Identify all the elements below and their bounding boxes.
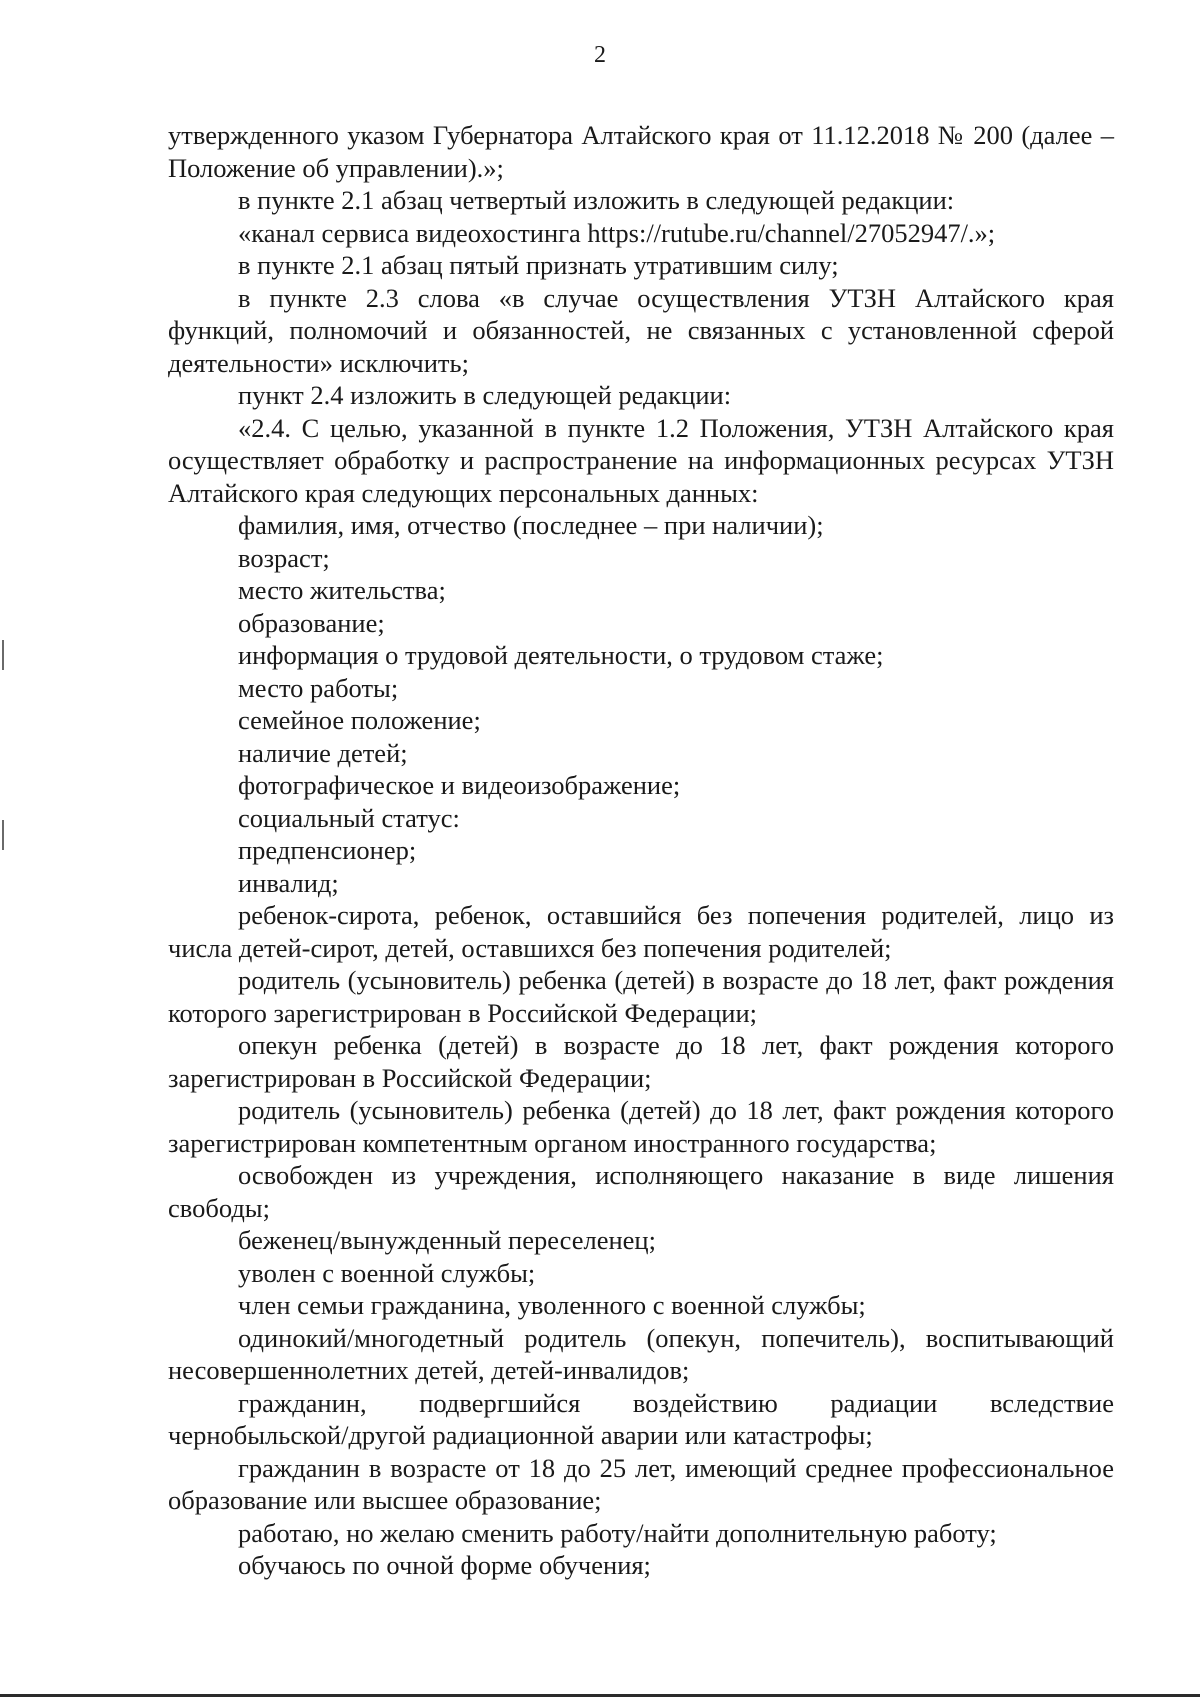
document-body — [168, 119, 1114, 1582]
paragraph: предпенсионер; — [238, 835, 417, 865]
paragraph: родитель (усыновитель) ребенка (детей) до 18 лет, факт рождения которого зарегистрирован компетентным органом иностранного государства; — [168, 1095, 1114, 1158]
paragraph: возраст; — [238, 542, 330, 573]
paragraph: наличие детей; — [238, 737, 408, 768]
paragraph: обучаюсь по очной форме обучения; — [238, 1550, 651, 1580]
paragraph: освобожден из учреждения, исполняющего наказание в виде лишения свободы; — [168, 1160, 1114, 1223]
paragraph: семейное положение; — [238, 705, 481, 735]
paragraph: образование; — [238, 607, 385, 638]
paragraph: ребенок-сирота, ребенок, оставшийся без попечения родителей, лицо из числа детей-сирот, детей, оставшихся без попечения родителей; — [168, 900, 1114, 963]
paragraph: одинокий/многодетный родитель (опекун, попечитель), воспитывающий несовершеннолетних детей, детей-инвалидов; — [168, 1322, 1114, 1385]
paragraph: пункт 2.4 изложить в следующей редакции: — [238, 380, 732, 410]
scan-edge-mark — [2, 640, 4, 670]
paragraph: инвалид; — [238, 867, 339, 898]
scan-bottom-edge — [0, 1694, 1200, 1697]
paragraph: в пункте 2.3 слова «в случае осуществления УТЗН Алтайского края функций, полномочий и обязанностей, не связанных с установленной сферой деятельности» исключить; — [168, 282, 1114, 378]
paragraph: место жительства; — [238, 575, 446, 605]
paragraph: родитель (усыновитель) ребенка (детей) в возрасте до 18 лет, факт рождения которого зарегистрирован в Российской Федерации; — [168, 965, 1114, 1028]
paragraph: член семьи гражданина, уволенного с военной службы; — [238, 1290, 866, 1320]
page-number: 2 — [594, 42, 606, 68]
paragraph: «2.4. С целью, указанной в пункте 1.2 Положения, УТЗН Алтайского края осуществляет обработку и распространение на информационных ресурсах УТЗН Алтайского края следующих персональных данных: — [168, 412, 1114, 508]
paragraph: «канал сервиса видеохостинга https://rutube.ru/channel/27052947/.»; — [238, 217, 996, 248]
paragraph: в пункте 2.1 абзац четвертый изложить в следующей редакции: — [238, 185, 955, 215]
paragraph: гражданин, подвергшийся воздействию радиации вследствие чернобыльской/другой радиационной аварии или катастрофы; — [168, 1387, 1114, 1450]
paragraph: место работы; — [238, 672, 399, 703]
paragraph: фамилия, имя, отчество (последнее – при наличии); — [238, 510, 824, 540]
paragraph: утвержденного указом Губернатора Алтайского края от 11.12.2018 № 200 (далее – Положение об управлении).»; — [168, 120, 1114, 183]
paragraph: работаю, но желаю сменить работу/найти дополнительную работу; — [238, 1517, 997, 1548]
paragraph: гражданин в возрасте от 18 до 25 лет, имеющий среднее профессиональное образование или высшее образование; — [168, 1452, 1114, 1515]
paragraph: опекун ребенка (детей) в возрасте до 18 лет, факт рождения которого зарегистрирован в Российской Федерации; — [168, 1030, 1114, 1093]
paragraph: уволен с военной службы; — [238, 1257, 536, 1288]
scan-edge-mark — [2, 820, 4, 850]
paragraph: беженец/вынужденный переселенец; — [238, 1225, 656, 1255]
paragraph: фотографическое и видеоизображение; — [238, 770, 681, 800]
paragraph: социальный статус: — [238, 802, 460, 833]
paragraph: в пункте 2.1 абзац пятый признать утратившим силу; — [238, 250, 839, 280]
paragraph: информация о трудовой деятельности, о трудовом стаже; — [238, 640, 884, 670]
